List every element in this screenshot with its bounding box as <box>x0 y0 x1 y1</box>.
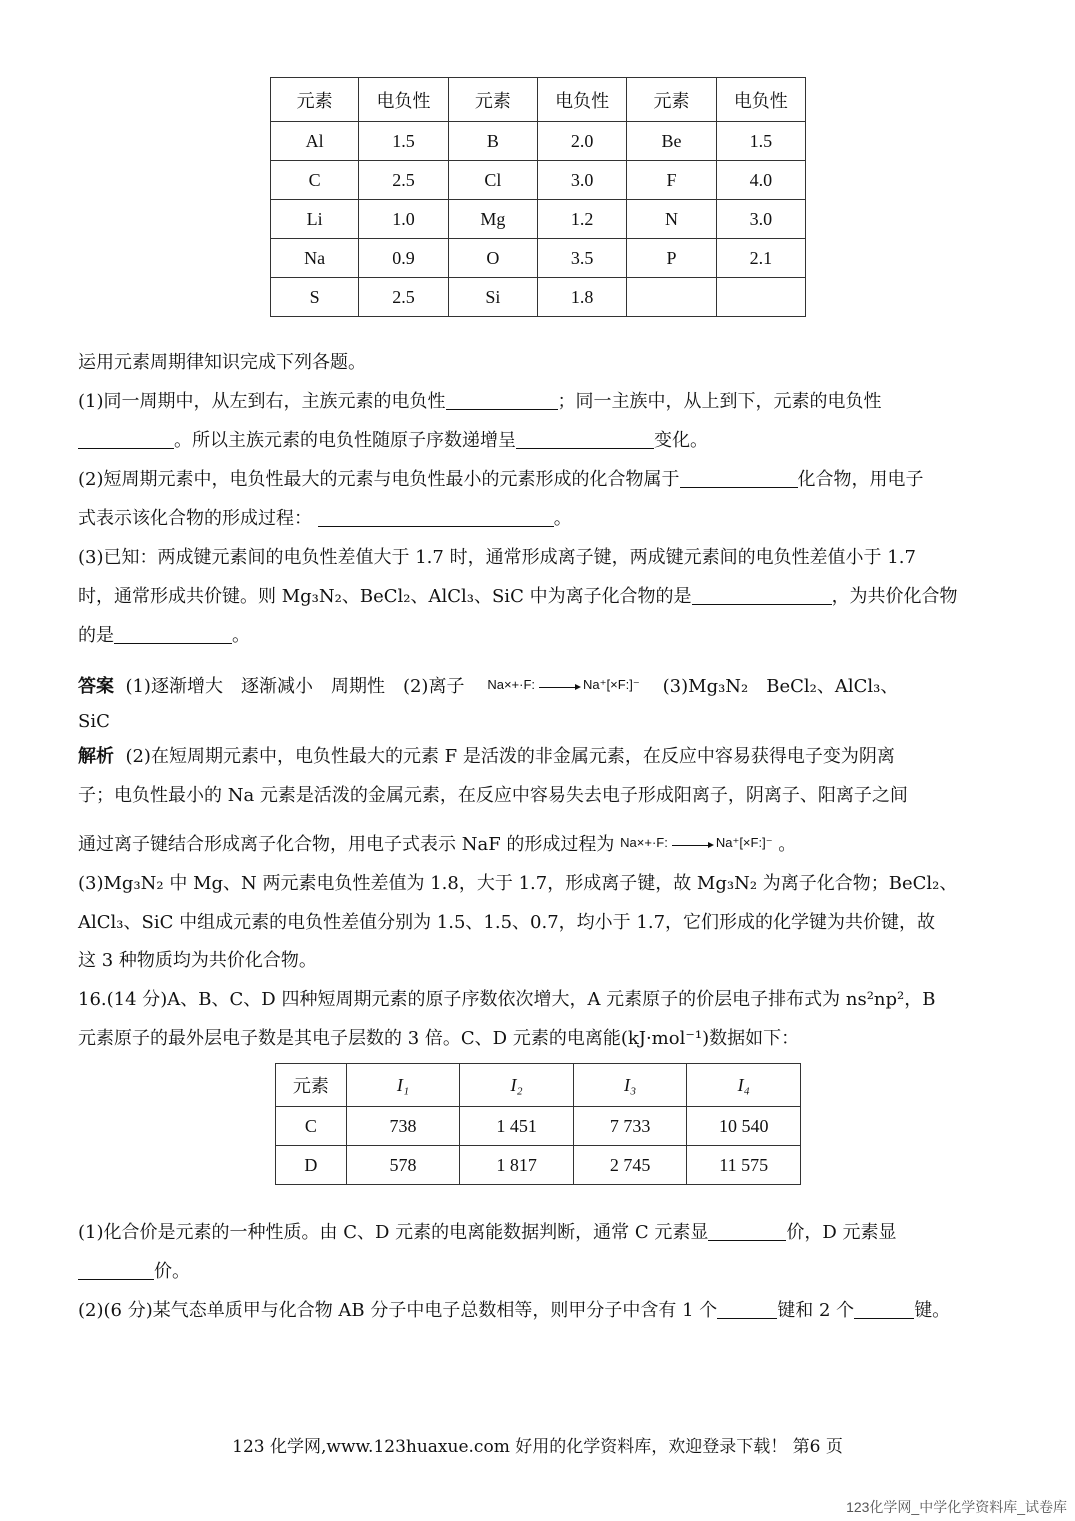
electron-formula-product: Na⁺[×F:]⁻ <box>715 835 773 850</box>
answer-blank[interactable] <box>446 391 558 410</box>
q15-part1-line1 <box>78 389 882 415</box>
table-cell: S <box>271 278 359 317</box>
analysis-line2: 子；电负性最小的 Na 元素是活泼的金属元素，在反应中容易失去电子形成阳离子，阴离子、阳离子之间 <box>78 785 908 806</box>
table-cell: P <box>627 239 716 278</box>
text-span: 化合物，用电子 <box>797 469 924 490</box>
answer-label: 答案 <box>78 676 114 697</box>
table-cell: I₄ <box>687 1064 801 1107</box>
table-cell: 7 733 <box>573 1107 687 1146</box>
table-row <box>271 239 806 278</box>
text-span: 。 <box>553 508 572 529</box>
table-cell: D <box>276 1146 347 1185</box>
q16-line1: 16.(14 分)A、B、C、D 四种短周期元素的原子序数依次增大，A 元素原子的价层电子排布式为 ns²np²，B <box>78 989 936 1010</box>
table-cell: 1.5 <box>716 122 805 161</box>
text-span: 。所以主族元素的电负性随原子序数递增呈 <box>174 430 516 451</box>
table-row <box>271 161 806 200</box>
table-cell: 1.2 <box>538 200 627 239</box>
table-cell: I₃ <box>573 1064 687 1107</box>
text-span: 通过离子键结合形成离子化合物，用电子式表示 NaF 的形成过程为 <box>78 834 615 855</box>
table-cell: 1.0 <box>359 200 448 239</box>
q15-part2-line1 <box>78 467 924 493</box>
answer-blank[interactable] <box>708 1222 786 1241</box>
table-header-row <box>271 78 806 122</box>
table-cell: I₁ <box>346 1064 460 1107</box>
electronegativity-table <box>270 77 806 317</box>
text-span: 式表示该化合物的形成过程： <box>78 508 312 529</box>
text-span: 变化。 <box>654 430 708 451</box>
table-cell: Na <box>271 239 359 278</box>
text-span: (2)短周期元素中，电负性最大的元素与电负性最小的元素形成的化合物属于 <box>78 469 680 490</box>
table-cell: Mg <box>448 200 537 239</box>
table-cell: Be <box>627 122 716 161</box>
table-cell: 1.5 <box>359 122 448 161</box>
answer-blank[interactable] <box>78 1261 154 1280</box>
table-cell <box>627 278 716 317</box>
watermark-text: 123化学网_中学化学资料库_试卷库 <box>846 1499 1067 1515</box>
table-cell: B <box>448 122 537 161</box>
table-cell: 1.8 <box>538 278 627 317</box>
table-cell: 2.5 <box>359 278 448 317</box>
answer-blank[interactable] <box>854 1300 914 1319</box>
table-cell: 10 540 <box>687 1107 801 1146</box>
table-cell: 2.1 <box>716 239 805 278</box>
table-cell: 4.0 <box>716 161 805 200</box>
electron-formula-reactants: Na×+·F: <box>620 835 668 850</box>
analysis-label: 解析 <box>78 746 114 767</box>
page-footer: 123 化学网,www.123huaxue.com 好用的化学资料库，欢迎登录下载！ 第6 页 <box>232 1437 843 1457</box>
analysis-line5: AlCl₃、SiC 中组成元素的电负性差值分别为 1.5、1.5、0.7，均小于 1.7，它们形成的化学键为共价键，故 <box>78 912 936 933</box>
table-cell: C <box>271 161 359 200</box>
answer-blank[interactable] <box>78 430 174 449</box>
table-cell: 11 575 <box>687 1146 801 1185</box>
answer-blank[interactable] <box>692 586 832 605</box>
table-cell: F <box>627 161 716 200</box>
q16-sub1-line2 <box>78 1259 190 1285</box>
text-span: 。 <box>232 625 250 646</box>
text-span: 。 <box>778 834 797 855</box>
text-span: (1)同一周期中，从左到右，主族元素的电负性 <box>78 391 446 412</box>
answer-blank[interactable] <box>516 430 654 449</box>
q15-part3-line2 <box>78 584 958 610</box>
table-cell: 元素 <box>271 78 359 122</box>
table-cell: 2 745 <box>573 1146 687 1185</box>
answer-line2: SiC <box>78 711 110 732</box>
ionization-energy-table <box>275 1063 801 1185</box>
electron-formula-reactants: Na×+·F: <box>487 677 536 692</box>
text-span: 键和 2 个 <box>777 1300 855 1321</box>
analysis-line1 <box>78 744 895 770</box>
q15-part2-line2 <box>78 506 572 532</box>
text-span: 键。 <box>914 1300 951 1321</box>
table-row <box>271 200 806 239</box>
table-cell: 元素 <box>448 78 537 122</box>
table-cell: 3.5 <box>538 239 627 278</box>
q16-sub2-line1 <box>78 1298 950 1324</box>
text-span: (3)Mg₃N₂ BeCl₂、AlCl₃、 <box>662 676 899 697</box>
text-span: 价，D 元素显 <box>786 1222 897 1243</box>
text-span: 价。 <box>154 1261 190 1282</box>
table-cell: Cl <box>448 161 537 200</box>
text-span: (2)在短周期元素中，电负性最大的元素 F 是活泼的非金属元素，在反应中容易获得电子变为阴离 <box>125 746 895 767</box>
q16-line2: 元素原子的最外层电子数是其电子层数的 3 倍。C、D 元素的电离能(kJ·mol⁻¹)数据如下： <box>78 1028 800 1049</box>
answer-blank[interactable] <box>114 625 232 644</box>
q16-sub1-line1 <box>78 1220 897 1246</box>
table-cell: 2.0 <box>538 122 627 161</box>
table-cell: Li <box>271 200 359 239</box>
table-cell: Al <box>271 122 359 161</box>
q15-intro: 运用元素周期律知识完成下列各题。 <box>78 352 366 373</box>
analysis-line4: (3)Mg₃N₂ 中 Mg、N 两元素电负性差值为 1.8，大于 1.7，形成离子键，故 Mg₃N₂ 为离子化合物；BeCl₂、 <box>78 873 958 894</box>
table-cell: 1 451 <box>460 1107 574 1146</box>
text-span: (1)化合价是元素的一种性质。由 C、D 元素的电离能数据判断，通常 C 元素显 <box>78 1222 709 1243</box>
table-cell: N <box>627 200 716 239</box>
table-cell: 元素 <box>276 1064 347 1107</box>
table-row <box>271 122 806 161</box>
table-row <box>276 1146 801 1185</box>
table-cell: 578 <box>346 1146 460 1185</box>
table-cell: 3.0 <box>716 200 805 239</box>
table-cell: 2.5 <box>359 161 448 200</box>
table-cell <box>716 278 805 317</box>
answer-blank[interactable] <box>318 508 554 527</box>
text-span: ；同一主族中，从上到下，元素的电负性 <box>557 391 882 412</box>
table-cell: Si <box>448 278 537 317</box>
answer-blank[interactable] <box>717 1300 777 1319</box>
text-span: ，为共价化合物 <box>831 586 958 607</box>
table-header-row <box>276 1064 801 1107</box>
analysis-line6: 这 3 种物质均为共价化合物。 <box>78 950 317 971</box>
table-cell: 3.0 <box>538 161 627 200</box>
electron-formula-product: Na⁺[×F:]⁻ <box>583 677 640 692</box>
q15-part3-line3 <box>78 623 250 649</box>
table-cell: I₂ <box>460 1064 574 1107</box>
table-cell: C <box>276 1107 347 1146</box>
reaction-arrow-icon <box>672 845 712 846</box>
answer-line1 <box>78 672 898 700</box>
table-cell: 电负性 <box>716 78 805 122</box>
table-cell: 电负性 <box>359 78 448 122</box>
answer-blank[interactable] <box>680 469 798 488</box>
table-row <box>271 278 806 317</box>
text-span: 时，通常形成共价键。则 Mg₃N₂、BeCl₂、AlCl₃、SiC 中为离子化合物的是 <box>78 586 692 607</box>
text-span: (2)(6 分)某气态单质甲与化合物 AB 分子中电子总数相等，则甲分子中含有 1 个 <box>78 1300 718 1321</box>
text-span: (1)逐渐增大 逐渐减小 周期性 (2)离子 <box>125 676 465 697</box>
table-cell: O <box>448 239 537 278</box>
table-row <box>276 1107 801 1146</box>
table-cell: 0.9 <box>359 239 448 278</box>
analysis-line3 <box>78 830 796 858</box>
table-cell: 1 817 <box>460 1146 574 1185</box>
table-cell: 738 <box>346 1107 460 1146</box>
q15-part1-line2 <box>78 428 708 454</box>
table-cell: 元素 <box>627 78 716 122</box>
q15-part3-line1: (3)已知：两成键元素间的电负性差值大于 1.7 时，通常形成离子键，两成键元素间的电负性差值小于 1.7 <box>78 547 916 568</box>
table-cell: 电负性 <box>538 78 627 122</box>
text-span: 的是 <box>78 625 114 646</box>
reaction-arrow-icon <box>539 687 579 688</box>
